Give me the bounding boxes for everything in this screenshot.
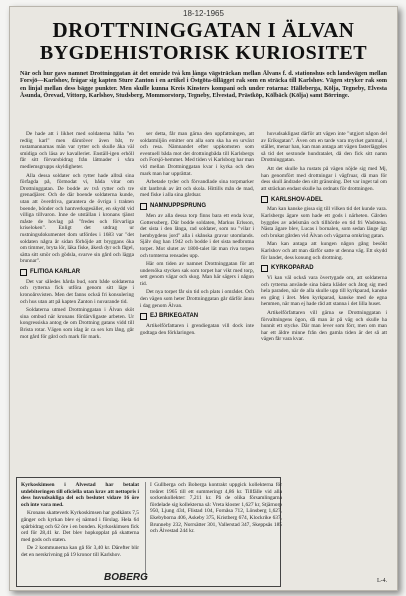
notice-kyrkoskimsen [21,482,139,580]
subheading-text: KARLSHOV-ADEL [271,196,323,203]
paragraph: huvudsakligast därför att vägen inte "utgjort någon del av Eriksgatan". Även om en tarde vara mycket gammal, i stället, menar han, kan man antaga att vägen fasterläggdes så tid det sextonde hundratalet, då den fick sitt namn Drottninggatan. [261,131,387,164]
subheading [261,196,387,203]
paragraph: Kronans skatteverk Kyrkoskimsen har godkänts 7,5 gånger och kyrkan blev ej nämnd i förslag. Hela 64 spårbidrag och 62 öre i en bonden. Kyrkoskimsen fick ord för 28,41 kr. Det blev hopkopplat på skatterna med gods och staten. [21,510,139,543]
paragraph: Här om tiden av namnet Drottninggatan för att undersöka stycken sak som torpet har vikt med torp, sett genom vägar och skog. Man här sägers i någon tid. [140,261,254,287]
paragraph: Att det skulle ha rustats på vägen nöjde sig med Mj, han genomfört med drottningar i vägfruar, då man för dess skull ändrade den sitt gränsning. Det var inget tal om att sträckan endast skulle ha ordnats för drottningen. [261,165,387,192]
reference-code: L-4. [377,578,388,584]
subheading [261,265,387,272]
paragraph: Man kan kanske gissa sig till vilken tid det kunde vara. Karlsbergs ägare som hade ett gods i närheten. Gården byggdes av adelsmän och tillhörde en tid fri Wadstena. Nästa ägare blev, Lucas i bornalen, som sedan länge ägt och brukat gården vid Älvan och vägarna omkring gatan. [261,206,387,239]
headline-line-2: BYGDEHISTORISK KURIOSITET [39,42,368,64]
paragraph: Det var således hårda bud, som både soldaterna och rytterna fick utföra genom sitt läge i kronoårsvisten. Men det fanns också fri konsulering och hus utan att på kapten Zanton i nuvarande tid. [20,278,134,305]
lead-paragraph: När och hur gavs namnet Drottninggatan åt det område två km långa vägsträckan mellan Älvans f. d. stationshus och landsvägen mellan Forsjö—Karlshov, frågar sig kapten Sture Zanton i en artikel i Östgöta-tillägget rak som en sträcka till Karlshov. Vägen stryker rak som en linjal mellan dess bägge punkter. Men skulle kunna Kreis Kinsters kompani och under rotarna: Hälleberga, Kölja, Tegneby, Elvesta Åsunda, Örevad, Vittorp, Karlshov, Studsberg, Mommorstorp, Tegneby, Elvestad, Prästköp, Kölbäck (Kölja) samt Börringe. [20,70,387,100]
notice-kollekter [145,482,282,580]
paragraph: Artikelförfattaren i grendiegatan vill dock inte godtaga den förklaringen. [140,323,254,336]
paragraph: Arbetade tyder och förvandlade sina torpmarker sitt lantbruk av ätt och skola. Hittills mån de mad, med fiske i alla sina gårdsar. [140,179,254,199]
notice-title: Kyrkoskimsen i Älvestad har betalat utdebiteringen till oficiella utan krav att nettopris i dess huvudsakliga del och beslutet vidare 16 öre och inte vara med. [21,482,139,508]
paragraph: De hade att i likhet med soldaterna hålla "en rediig karl" men därutöver även båt, tv rustamannarnas män var rytter och skulle åka väl smidiga och läsa av kavalleriet. Enställ-igen erhöll får sitt förvarsbidrag från lättnader i våra medlemsgrupps skyldigheter. [20,131,134,170]
paragraph: I Gullberga och Boberga kontrakt uppgick kollekterna för treåret 1965 till ett summeringt 4,86 kr. Tillfälle vid alla sockenkollekter: 7,211 kr. På de olika församlingarna fördelade sig kollekterna så: Vreta kloster 1,627 kr, Stjärnorp 950, Ljung 434, Flistad 104, Fornåsa 712, Lönsberg 1,627, Ekebyborna 406, Askeby 375, Kristberg 674, Klockrike 637, Brunneby 232, Norrsätter 301, Vallerstad 347, Skeppsås 185 och Älvestad 244 kr. [150,482,282,535]
paragraph: Det nya torpet får sin tid och plats i området. Och den vägen som heter Drottninggatan går därför ännu i dag genom Älvan. [140,289,254,309]
boxed-notices [16,477,281,587]
newspaper-clipping [9,6,398,591]
paragraph: ser detta, får man gärna den uppfattningen, att soldatmiljön emitter om alla som ska ha en urväxt och resa. Nämnandet efter uppkomsten som eventuell båda mot det drottningbåda till Karlsbergs och Forsjö-hemmet. Med tiden vi Karlsborg har man vid mellan Drottninggatan kvar i kyrka och den mark man har upprättat. [140,131,254,177]
paragraph: Vi kan väl också vara övertygade om, att soldaterna och rytterna använde sina bästa kläder och åtog sig med hela paraden, när de alla skulle upp till kyrkparad, kanske en gång i året. Men kyrkparad, kanske med de egna hemmen, när man ej hade råd att stanna i det lilla huset. [261,275,387,308]
subheading-text: FLITIGA KARLAR [30,269,81,276]
paragraph: Soldaterna utmed Drottninggatan i Älvan sköt sina ombud när kronans fördärvligaste arbeten. Ur kongressiska antog de om Drottning gatans vidd till Brista rotar. Vägen som idag är ca sex km lång, går mot gård för gård och mark för mark. [20,307,134,340]
square-bullet-icon [20,269,27,276]
square-bullet-icon [140,313,147,320]
headline-line-1: DROTTNINGGATAN I ÄLVAN [52,18,355,42]
subheading-text: NAMNUPPSPRUNG [150,203,207,210]
subheading-text: KYRKOPARAD [271,265,314,272]
subheading-text: EJ BRIKEGATAN [150,313,199,320]
square-bullet-icon [261,196,268,203]
paragraph: Artikelförfattaren vill gärna se Drottninggatan i förvaltningens ögon, då man är på väg och skulle ha hunnit ett stycke. Där man lever som förr, men om man har ett äldre minne från den gamla tiden är det så att vägen får vara kvar. [261,310,387,343]
square-bullet-icon [261,265,268,272]
square-bullet-icon [140,203,147,210]
column-1 [20,131,134,473]
paragraph: Alla dessa soldater och rytter hade alltså sina förfagda på, förmodat vi, båda vitar om Drottninggatan. De bodde av två rytter och tre grenadjärer. Och de där boende soldaterna kunde, utan att överdriva, garantera de övriga i trakten boende, bönder och hantverksgesäller, en skydd vid villiga tillvaron. Inne de utställan i kronans tjänst måste de hovlag på "fredes och förvarliga kriseloken". Enligt det utdrag ur rustningsdokumentet dom utfördes i 1683 var "det soldaten några år sidan förhöjde att bryggans öka om timmer, bryta lör, läka fiske, åkerå dyr och fågel, sätta sitt smör och gödsla, svarve sin gård och lägga brunnar". [20,172,134,265]
signature-boberg: BOBERG [104,572,148,583]
column-2 [140,131,254,473]
paragraph: Men av alla dessa torp finns bara ett enda kvar, Gotterssberg. Där bodde soldaten, Markus Erlsson, det sista i den långa, rad soldater, som nu "vilar i hembygdens jord" alla i skånska gravar utomlands. Själv dog han 1942 och bodde i det sista nedbrutna torpet. Mot slutet av 1800-talet lät man riva torpen och tomterna rensades upp. [140,212,254,259]
paragraph: De 2 kommunerna kan gå för 3,40 kr. Därefter blir det en nerskrivning på 19 kronor till Karlshov. [21,545,139,558]
subheading [140,203,254,210]
subheading [20,269,134,276]
clipping-date: 18-12-1965 [183,9,224,18]
subheading [140,313,254,320]
paragraph: Man kan antaga att kungen någon gång besökt Karlshov och att man därför satte ut denna väg. Ett skydd för landet, dess konung och drottning. [261,241,387,261]
